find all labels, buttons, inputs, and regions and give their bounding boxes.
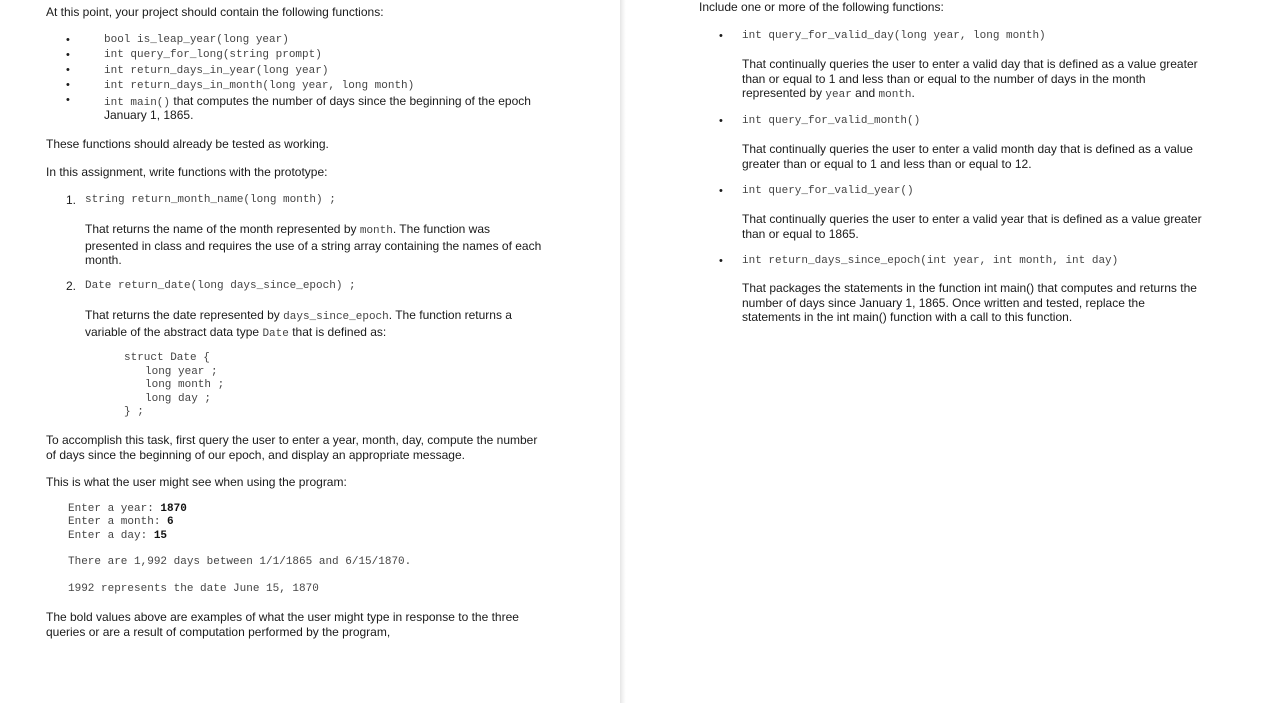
user-see-text: This is what the user might see when using the program: <box>46 475 347 489</box>
prototype-return-days-since-epoch: int return_days_since_epoch(int year, int month, int day) <box>742 255 1119 267</box>
bullet: • <box>66 79 70 91</box>
user-input-value: 1870 <box>160 503 187 515</box>
item-number: 1. <box>66 193 77 207</box>
valid-day-description: That continually queries the user to enter a valid day that is defined as a value greater than or equal to 1 and less than or equal to the number of days in the month represented by year and month. <box>742 57 1198 101</box>
assignment-text: In this assignment, write functions with the prototype: <box>46 165 328 179</box>
main-desc: that computes the number of days since the beginning of the epoch <box>173 94 531 108</box>
output-line: There are 1,992 days between 1/1/1865 and 6/15/1870. <box>68 556 412 568</box>
prototype-query-valid-month: int query_for_valid_month() <box>742 115 921 127</box>
code-line: struct Date { <box>124 352 210 364</box>
code-line: } ; <box>124 406 144 418</box>
code-line: long day ; <box>145 393 212 405</box>
item-number: 2. <box>66 279 77 293</box>
code-line: long year ; <box>145 366 218 378</box>
prototype-query-valid-day: int query_for_valid_day(long year, long month) <box>742 30 1046 42</box>
main-code: int main() <box>104 97 171 109</box>
bullet: • <box>66 94 70 106</box>
tested-text: These functions should already be tested as working. <box>46 137 329 151</box>
bullet: • <box>719 185 723 197</box>
valid-year-description: That continually queries the user to enter a valid year that is defined as a value greater than or equal to 1865. <box>742 212 1202 241</box>
valid-month-description: That continually queries the user to enter a valid month day that is defined as a value greater than or equal to 1 and less than or equal to 12. <box>742 142 1193 171</box>
item1-description: That returns the name of the month represented by month. The function was presented in class and requires the use of a string array containing the names of each month. <box>85 222 542 267</box>
bullet: • <box>66 64 70 76</box>
sample-line: Enter a day: 15 <box>68 530 168 542</box>
bullet: • <box>66 34 70 46</box>
intro-text: At this point, your project should contain the following functions: <box>46 5 384 19</box>
function-item: bool is_leap_year(long year) <box>104 34 289 46</box>
sample-line: Enter a month: 6 <box>68 516 174 528</box>
function-item: int return_days_in_year(long year) <box>104 65 329 77</box>
prototype-return-date: Date return_date(long days_since_epoch) ; <box>85 280 356 292</box>
code-line: long month ; <box>145 379 225 391</box>
sample-line: Enter a year: 1870 <box>68 503 187 515</box>
output-line: 1992 represents the date June 15, 1870 <box>68 583 319 595</box>
bullet: • <box>719 30 723 42</box>
main-desc-continued: January 1, 1865. <box>104 108 194 122</box>
days-since-epoch-description: That packages the statements in the function int main() that computes and returns the number of days since January 1, 1865. Once written and tested, replace the statements in the int main() function with a call to this function. <box>742 281 1197 324</box>
left-page <box>0 0 620 703</box>
right-intro-text: Include one or more of the following functions: <box>699 0 944 14</box>
prototype-query-valid-year: int query_for_valid_year() <box>742 185 914 197</box>
accomplish-text: To accomplish this task, first query the user to enter a year, month, day, compute the number of days since the beginning of our epoch, and display an appropriate message. <box>46 433 538 462</box>
bullet: • <box>66 49 70 61</box>
right-page <box>626 0 1271 703</box>
bold-note-text: The bold values above are examples of what the user might type in response to the three queries or are a result of computation performed by the program, <box>46 610 519 639</box>
user-input-value: 6 <box>167 516 174 528</box>
function-item: int query_for_long(string prompt) <box>104 49 322 61</box>
function-item: int return_days_in_month(long year, long month) <box>104 80 415 92</box>
user-input-value: 15 <box>153 530 168 542</box>
item2-description: That returns the date represented by days_since_epoch. The function returns a variable of the abstract data type Date that is defined as: <box>85 308 512 340</box>
prototype-return-month-name: string return_month_name(long month) ; <box>85 194 336 206</box>
bullet: • <box>719 255 723 267</box>
bullet: • <box>719 115 723 127</box>
